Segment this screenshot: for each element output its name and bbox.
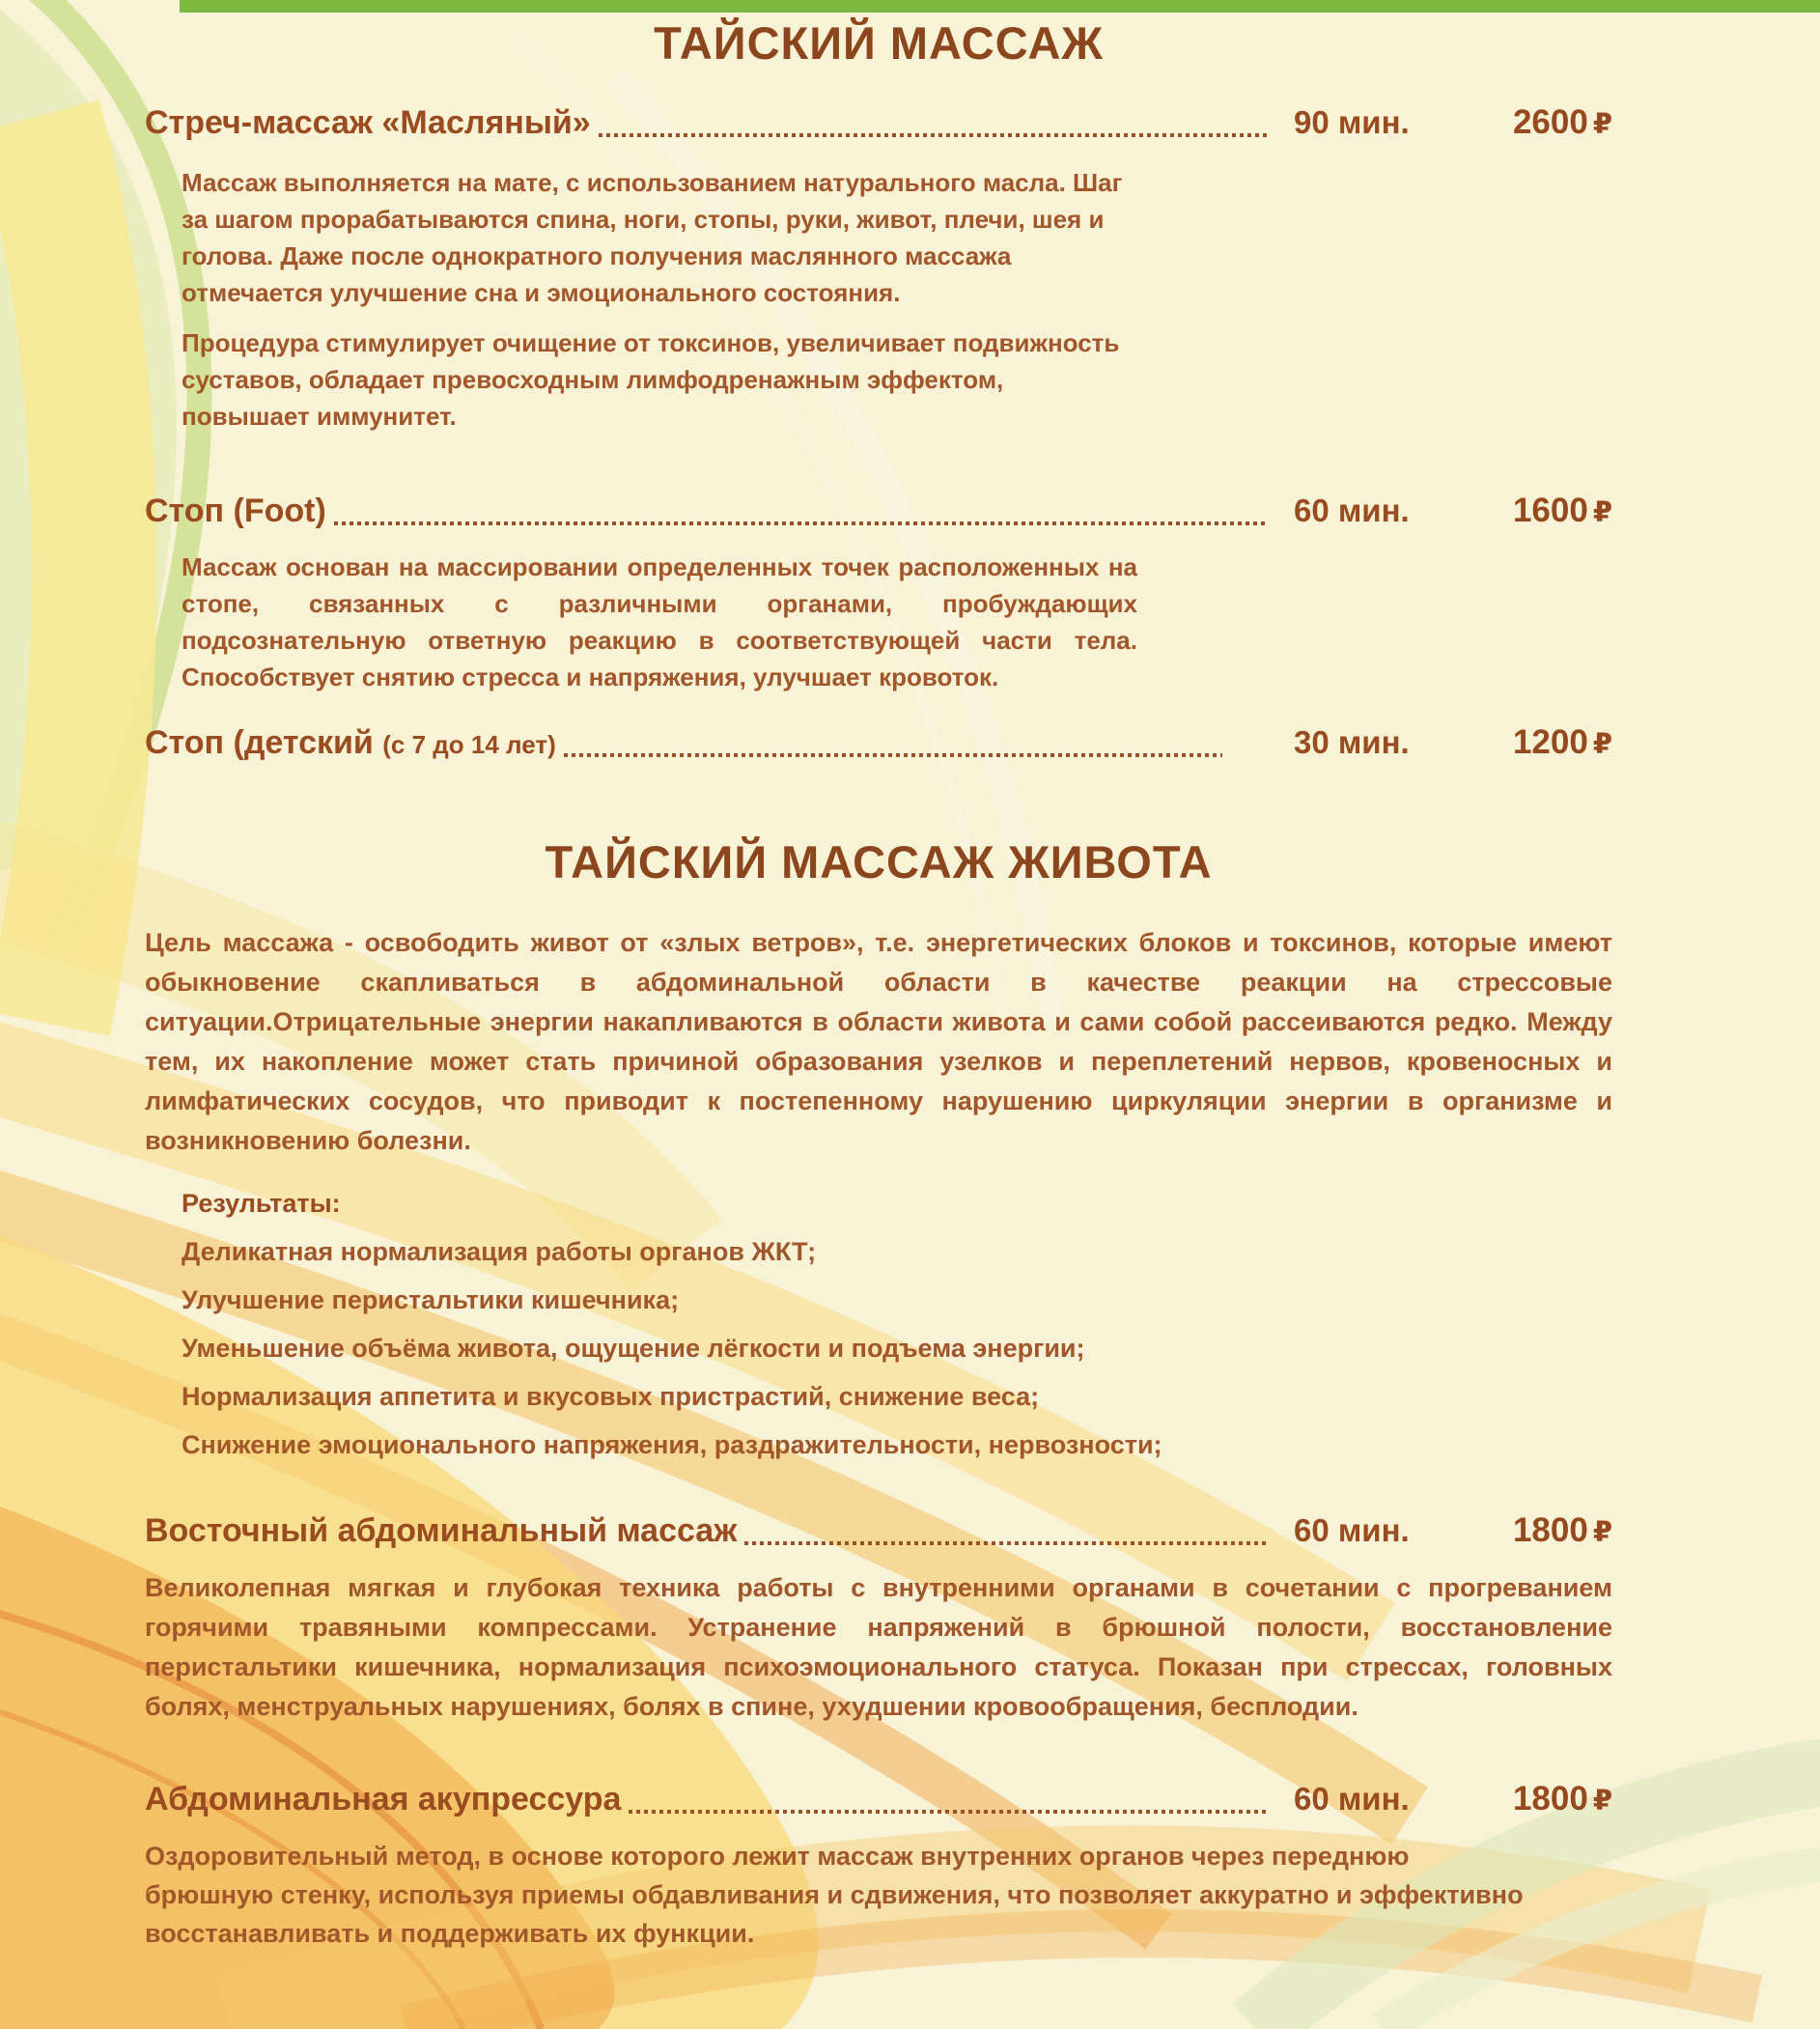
section-intro: Цель массажа - освободить живот от «злых ветров», т.е. энергетических блоков и токсинов, которые имеют обыкновение скапливаться в абдоминальной области в качестве реакции на стрессовые ситуации.Отрицательные энергии накапливаются в области живота и сами собой рассеиваются редко. Между тем, их накопление может стать причиной образования узелков и переплетений нервов, кровеносных и лимфатических сосудов, что приводит к постепенному нарушению циркуляции энергии в организме и возникновению болезни. <box>145 928 1612 1155</box>
menu-item-oriental-abdominal <box>145 1508 1612 1555</box>
ruble-sign: ₽ <box>1592 109 1612 140</box>
item-price <box>1439 1777 1612 1823</box>
dotted-leader <box>744 1541 1269 1545</box>
price-value: 1600 <box>1512 492 1588 529</box>
item-description <box>145 1837 1526 1953</box>
result-item: Деликатная нормализация работы органов ЖКТ; <box>182 1237 817 1266</box>
item-duration: 60 мин. <box>1294 1781 1410 1817</box>
item-duration: 90 мин. <box>1294 104 1410 140</box>
result-item: Улучшение перистальтики кишечника; <box>182 1285 680 1314</box>
item-description <box>182 164 1128 435</box>
dotted-leader <box>334 521 1269 525</box>
result-item: Уменьшение объёма живота, ощущение лёгкости и подъема энергии; <box>182 1334 1085 1363</box>
ruble-sign: ₽ <box>1592 729 1612 760</box>
ruble-sign: ₽ <box>1592 1517 1612 1548</box>
description-paragraph: Массаж выполняется на мате, с использованием натурального масла. Шаг за шагом прорабатываются спина, ноги, стопы, руки, живот, плечи, шея и голова. Даже после однократного получения маслянного массажа отмечается улучшение сна и эмоционального состояния. <box>182 168 1123 307</box>
description-paragraph: Процедура стимулирует очищение от токсинов, увеличивает подвижность суставов, обладает превосходным лимфодренажным эффектом, повышает иммунитет. <box>182 328 1120 431</box>
item-price <box>1439 489 1612 535</box>
price-value: 1800 <box>1512 1511 1588 1549</box>
description-paragraph: Оздоровительный метод, в основе которого лежит массаж внутренних органов через переднюю брюшную стенку, используя приемы обдавливания и сдвижения, что позволяет аккуратно и эффективно восстанавливать и поддерживать их функции. <box>145 1842 1524 1948</box>
price-value: 2600 <box>1512 103 1588 141</box>
ruble-sign: ₽ <box>1592 497 1612 528</box>
results-heading: Результаты: <box>182 1189 341 1218</box>
item-description <box>145 1568 1612 1727</box>
item-description <box>182 549 1137 695</box>
dotted-leader <box>599 133 1269 137</box>
ruble-sign: ₽ <box>1592 1786 1612 1817</box>
dotted-leader <box>564 753 1222 757</box>
description-paragraph: Массаж основан на массировании определенных точек расположенных на стопе, связанных с различными органами, пробуждающих подсознательную ответную реакцию в соответствующей части тела. Способствует снятию стресса и напряжения, улучшает кровоток. <box>182 552 1137 691</box>
item-duration: 60 мин. <box>1294 1512 1410 1548</box>
item-duration: 60 мин. <box>1294 493 1410 528</box>
item-price <box>1439 1508 1612 1555</box>
description-paragraph: Великолепная мягкая и глубокая техника работы с внутренними органами в сочетании с прогреванием горячими травяными компрессами. Устранение напряжений в брюшной полости, восстановление перистальтики кишечника, нормализация психоэмоционального статуса. Показан при стрессах, головных болях, менструальных нарушениях, болях в спине, ухудшении кровообращения, бесплодии. <box>145 1573 1612 1721</box>
item-name: Абдоминальная акупрессура <box>145 1781 622 1818</box>
result-item: Нормализация аппетита и вкусовых пристрастий, снижение веса; <box>182 1382 1040 1411</box>
item-name <box>145 720 556 767</box>
item-name: Стоп (Foot) <box>145 493 326 529</box>
item-name-main: Стоп (детский <box>145 724 383 761</box>
item-price <box>1439 100 1612 147</box>
menu-item-foot-kids <box>145 720 1612 767</box>
section-title-thai-massage: ТАЙСКИЙ МАССАЖ <box>654 17 1104 69</box>
price-value: 1200 <box>1512 723 1588 761</box>
price-value: 1800 <box>1512 1780 1588 1818</box>
result-item: Снижение эмоционального напряжения, раздражительности, нервозности; <box>182 1430 1162 1459</box>
dotted-leader <box>629 1810 1269 1814</box>
item-price <box>1439 720 1612 767</box>
menu-item-stretch-oil <box>145 100 1612 147</box>
item-name: Стреч-массаж «Масляный» <box>145 104 591 141</box>
section-title-thai-belly-massage: ТАЙСКИЙ МАССАЖ ЖИВОТА <box>545 836 1213 888</box>
item-duration: 30 мин. <box>1294 724 1410 760</box>
menu-item-foot <box>145 489 1612 535</box>
item-name: Восточный абдоминальный массаж <box>145 1512 738 1549</box>
item-name-age-note: (с 7 до 14 лет) <box>382 730 556 759</box>
menu-item-abdominal-acupressure <box>145 1777 1612 1823</box>
